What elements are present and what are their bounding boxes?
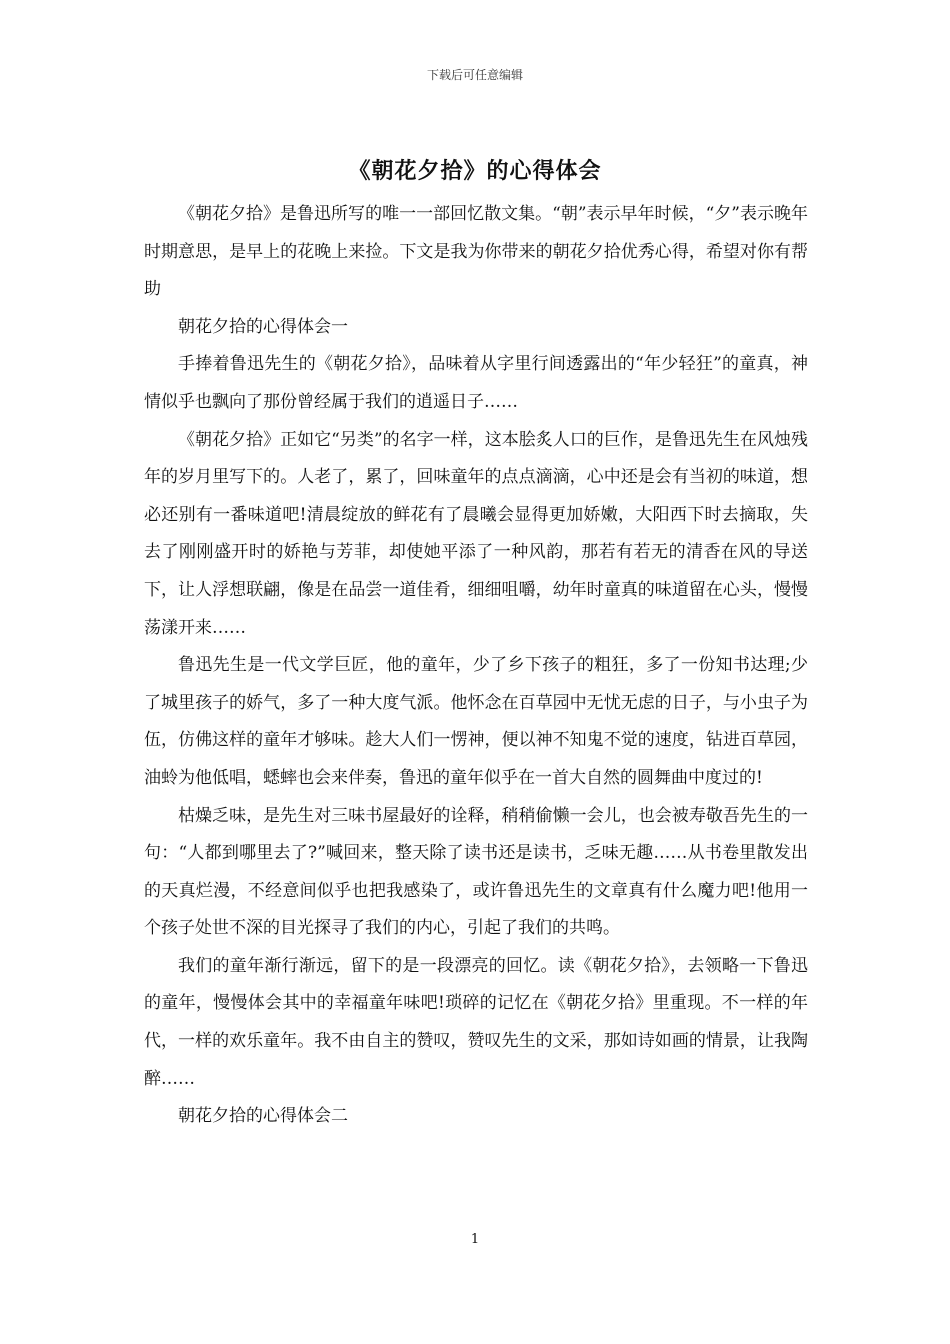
body-paragraph: 手捧着鲁迅先生的《朝花夕拾》，品味着从字里行间透露出的“年少轻狂”的童真，神情似乎也飘向了那份曾经属于我们的逍遥日子…… (144, 354, 808, 412)
section-heading-1: 朝花夕拾的心得体会一 (178, 316, 348, 337)
section-heading-2: 朝花夕拾的心得体会二 (178, 1106, 348, 1127)
page-number: 1 (470, 1232, 480, 1247)
body-paragraph: 枯燥乏味，是先生对三味书屋最好的诠释，稍稍偷懒一会儿，也会被寿敬吾先生的一句：“人都到哪里去了?”喊回来，整天除了读书还是读书，乏味无趣……从书卷里散发出的天真烂漫，不经意间似乎也把我感染了，或许鲁迅先生的文章真有什么魔力吧!他用一个孩子处世不深的目光探寻了我们的内心，引起了我们的共鸣。 (144, 805, 808, 939)
body-paragraph: 我们的童年渐行渐远，留下的是一段漂亮的回忆。读《朝花夕拾》，去领略一下鲁迅的童年，慢慢体会其中的幸福童年味吧!琐碎的记忆在《朝花夕拾》里重现。不一样的年代，一样的欢乐童年。我不由自主的赞叹，赞叹先生的文采，那如诗如画的情景，让我陶醉…… (144, 955, 808, 1089)
body-paragraph: 鲁迅先生是一代文学巨匠，他的童年，少了乡下孩子的粗狂，多了一份知书达理;少了城里孩子的娇气，多了一种大度气派。他怀念在百草园中无忧无虑的日子，与小虫子为伍，仿佛这样的童年才够味。趁大人们一愣神，便以神不知鬼不觉的速度，钻进百草园，油蛉为他低唱，蟋蟀也会来伴奏，鲁迅的童年似乎在一首大自然的圆舞曲中度过的! (144, 655, 808, 788)
header-note: 下载后可任意编辑 (426, 68, 523, 82)
document-body (144, 196, 808, 1136)
intro-paragraph: 《朝花夕拾》是鲁迅所写的唯一一部回忆散文集。“朝”表示早年时候，“夕”表示晚年时期意思，是早上的花晚上来捡。下文是我为你带来的朝花夕拾优秀心得，希望对你有帮助 (144, 204, 808, 300)
body-paragraph: 《朝花夕拾》正如它“另类”的名字一样，这本脍炙人口的巨作，是鲁迅先生在风烛残年的岁月里写下的。人老了，累了，回味童年的点点滴滴，心中还是会有当初的味道，想必还别有一番味道吧!清晨绽放的鲜花有了晨曦会显得更加娇嫩，大阳西下时去摘取，失去了刚刚盛开时的娇艳与芳菲，却使她平添了一种风韵，那若有若无的清香在风的导送下，让人浮想联翩，像是在品尝一道佳肴，细细咀嚼，幼年时童真的味道留在心头，慢慢荡漾开来…… (144, 429, 808, 638)
document-title: 《朝花夕拾》的心得体会 (348, 158, 602, 184)
